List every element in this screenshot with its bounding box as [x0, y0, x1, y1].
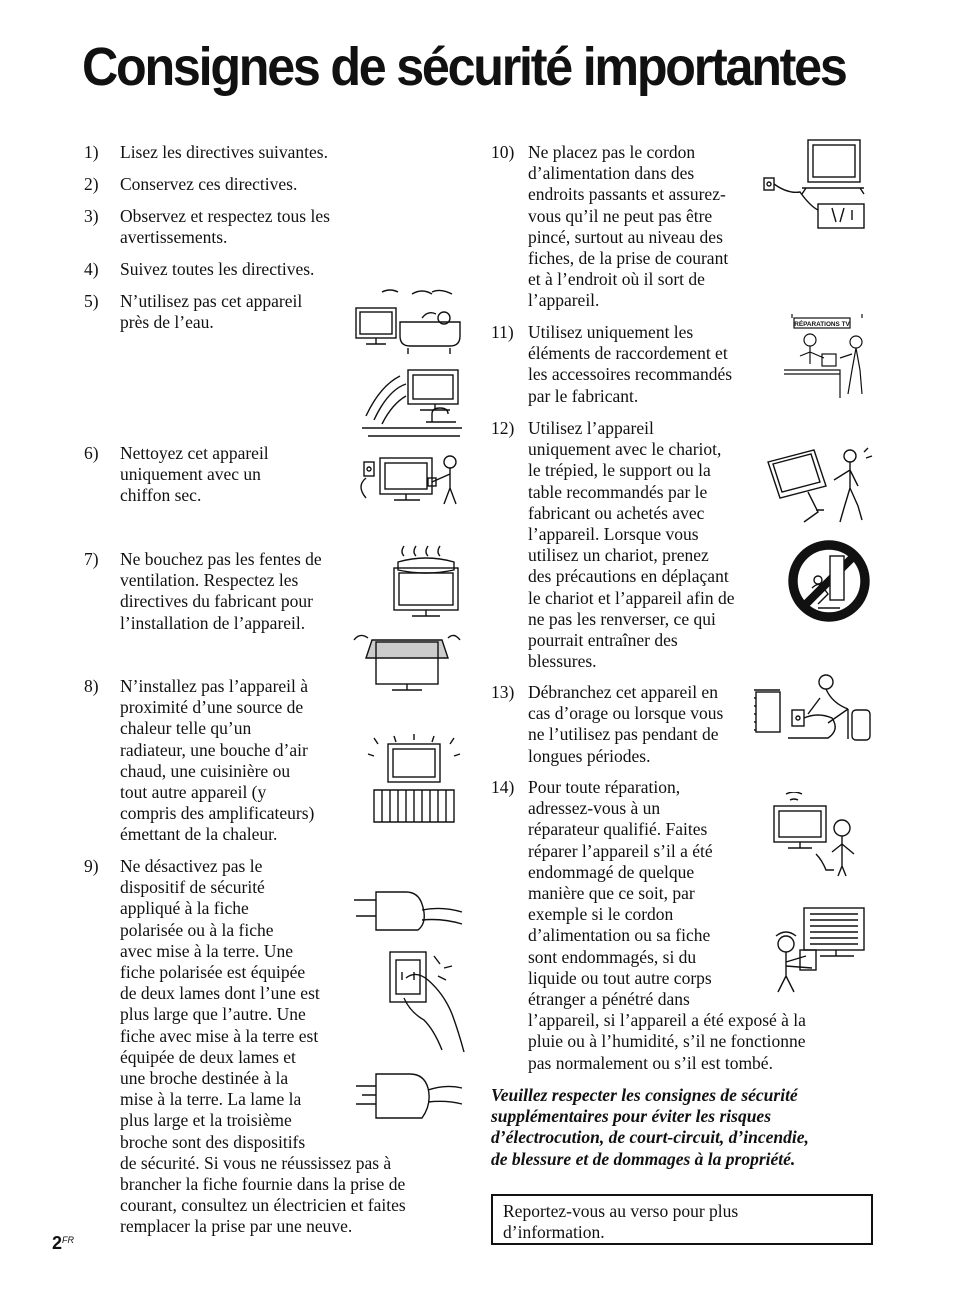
item-number: 6) — [84, 443, 99, 463]
item-text: Ne bouchez pas les fentes de ventilation. Respectez les directives du fabricant pour l’installation de l’appareil. — [120, 549, 322, 633]
item-number: 7) — [84, 549, 99, 569]
item-text: Lisez les directives suivantes. — [120, 142, 328, 162]
polarized-plug-illustration — [348, 886, 464, 942]
item-text: Nettoyez cet appareil uniquement avec un chiffon sec. — [120, 443, 269, 506]
cart-warning-symbol — [784, 538, 874, 624]
item-number: 1) — [84, 142, 99, 162]
grounding-plug-illustration — [352, 1064, 464, 1128]
item-text: Ne désactivez pas le dispositif de sécurité appliqué à la fiche polarisée ou à la fiche avec mise à la terre. Une fiche polarisée est équipée de deux lames dont l’une est plus large que l’autre. Une fiche avec mise à la terre est équipée de deux lames et une broche destinée à la mise à la terre. La lame la plus large et la troisième broche sont des dispositifs de sécurité. Si vous ne réussissez pas à brancher la fiche fournie dans la prise de courant, consultez un électricien et faites remplacer la prise par une neuve. — [120, 856, 406, 1237]
page-language: FR — [62, 1235, 75, 1245]
ventilation-illustration — [390, 544, 462, 622]
item-text: Observez et respectez tous les avertissements. — [120, 206, 330, 248]
see-reverse-text: Reportez-vous au verso pour plus d’information. — [503, 1201, 739, 1242]
cleaning-illustration — [354, 452, 464, 508]
item-text: Conservez ces directives. — [120, 174, 298, 194]
item-number: 8) — [84, 676, 99, 696]
see-reverse-box — [491, 1194, 873, 1245]
water-splash-illustration — [360, 366, 464, 440]
item-text: N’utilisez pas cet appareil près de l’eau. — [120, 291, 303, 333]
item-number: 3) — [84, 206, 99, 226]
page-number-value: 2 — [52, 1233, 63, 1253]
heat-source-illustration — [364, 734, 464, 824]
covered-tv-illustration — [352, 632, 462, 694]
power-cord-illustration — [762, 138, 866, 230]
page-number — [52, 1233, 74, 1254]
item-text: Ne placez pas le cordon d’alimentation dans des endroits passants et assurez- vous qu’il ne peut pas être pincé, surtout au niveau des fiches, de la prise de courant et à l’endroit où il sort de l’appareil. — [528, 142, 729, 311]
item-number: 4) — [84, 259, 99, 279]
item-number: 11) — [491, 322, 514, 342]
repair-technician-illustration — [770, 906, 868, 994]
item-text: Débranchez cet appareil en cas d’orage ou lorsque vous ne l’utilisez pas pendant de longues périodes. — [528, 682, 724, 766]
item-number: 13) — [491, 682, 515, 702]
additional-safety-note: Veuillez respecter les consignes de sécurité supplémentaires pour éviter les risques d’électrocution, de court-circuit, d’incendie, de blessure et de dommages à la propriété. — [491, 1085, 809, 1169]
repair-shop-illustration — [782, 312, 876, 398]
grounded-outlet-illustration — [386, 948, 466, 1054]
repair-sign-label: RÉPARATIONS TV — [794, 321, 850, 328]
item-text: Utilisez uniquement les éléments de raccordement et les accessoires recommandés par le fabricant. — [528, 322, 733, 406]
water-bathtub-illustration — [352, 288, 464, 358]
item-number: 5) — [84, 291, 99, 311]
item-text: Utilisez l’appareil uniquement avec le chariot, le trépied, le support ou la table recommandés par le fabricant ou achetés avec l’appareil. Lorsque vous utilisez un chariot, prenez des précautions en déplaçant le chariot et l’appareil afin de ne pas les renverser, ce qui pourrait entraîner des blessures. — [528, 418, 735, 672]
unplug-illustration — [752, 672, 874, 746]
item-text: Pour toute réparation, adressez-vous à un réparateur qualifié. Faites réparer l’appareil s’il a été endommagé de quelque manière que ce soit, par exemple si le cordon d’alimentation ou sa fiche sont endommagés, si du liquide ou tout autre corps étranger a pénétré dans l’appareil, si l’appareil a été exposé à la pluie ou à l’humidité, s’il ne fonctionne pas normalement ou s’il est tombé. — [528, 777, 806, 1073]
item-number: 12) — [491, 418, 515, 438]
repair-phone-illustration — [772, 792, 862, 880]
page-title: Consignes de sécurité importantes — [82, 37, 846, 97]
item-number: 2) — [84, 174, 99, 194]
item-number: 9) — [84, 856, 99, 876]
item-number: 10) — [491, 142, 515, 162]
item-number: 14) — [491, 777, 515, 797]
item-text: N’installez pas l’appareil à proximité d’une source de chaleur telle qu’un radiateur, une bouche d’air chaud, une cuisinière ou tout autre appareil (y compris des amplificateurs) émettant de la chaleur. — [120, 676, 315, 845]
item-text: Suivez toutes les directives. — [120, 259, 315, 279]
unstable-cart-illustration — [764, 444, 874, 526]
